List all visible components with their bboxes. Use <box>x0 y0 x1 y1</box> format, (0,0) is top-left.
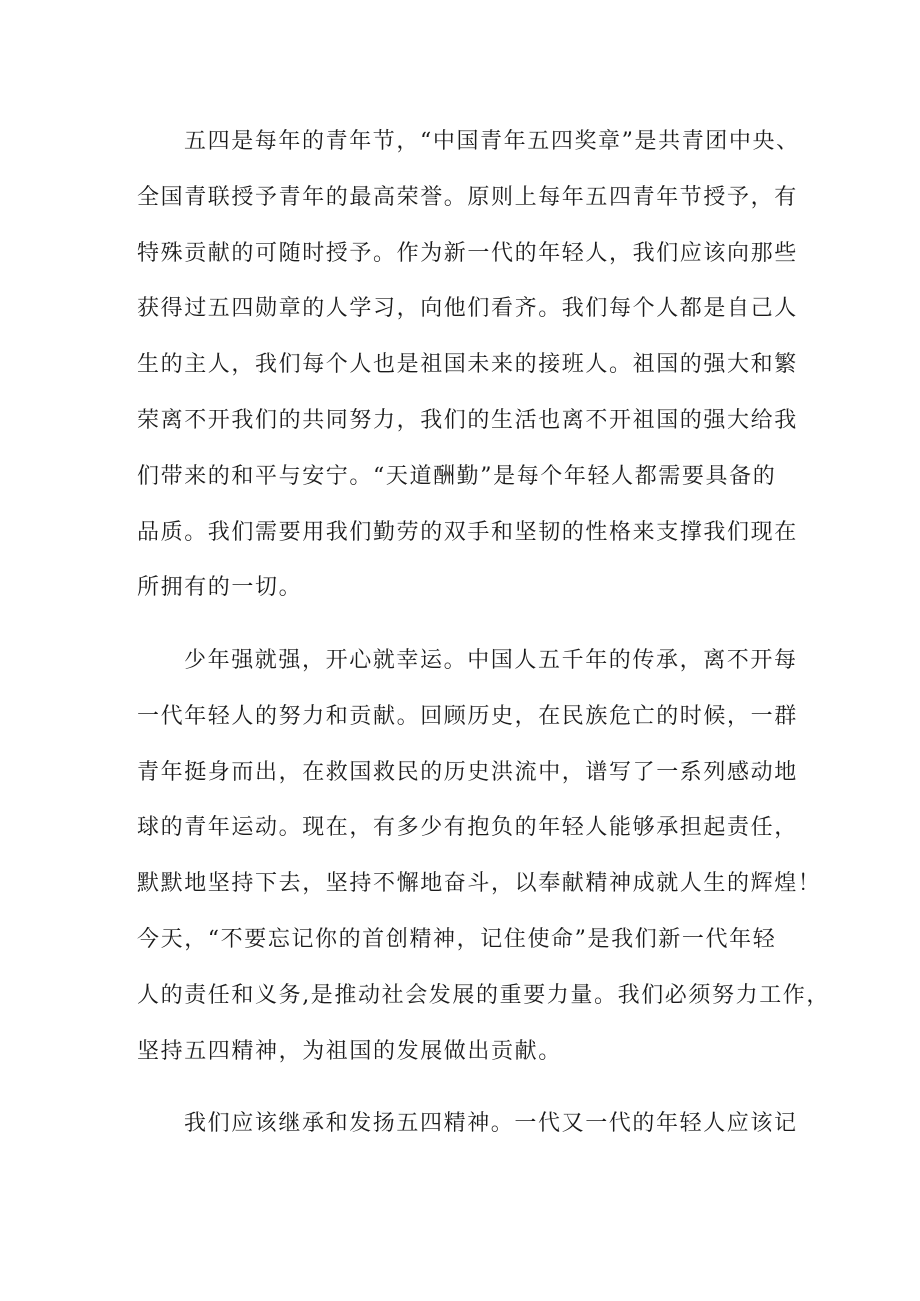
paragraph-line: 们带来的和平与安宁。“天道酬勤”是每个年轻人都需要具备的 <box>137 463 777 489</box>
paragraph-line: 品质。我们需要用我们勤劳的双手和坚韧的性格来支撑我们现在 <box>137 519 798 545</box>
paragraph-line: 荣离不开我们的共同努力，我们的生活也离不开祖国的强大给我 <box>137 407 798 433</box>
paragraph-line: 特殊贡献的可随时授予。作为新一代的年轻人，我们应该向那些 <box>137 240 798 266</box>
paragraph-line: 一代年轻人的努力和贡献。回顾历史，在民族危亡的时候，一群 <box>137 703 798 729</box>
paragraph-line: 生的主人，我们每个人也是祖国未来的接班人。祖国的强大和繁 <box>137 352 798 378</box>
paragraph-line: 坚持五四精神，为祖国的发展做出贡献。 <box>137 1038 562 1064</box>
paragraph-line: 全国青联授予青年的最高荣誉。原则上每年五四青年节授予，有 <box>137 184 798 210</box>
paragraph-line: 五四是每年的青年节，“中国青年五四奖章”是共青团中央、 <box>184 129 800 154</box>
paragraph-line: 少年强就强，开心就幸运。中国人五千年的传承，离不开每 <box>184 648 798 673</box>
paragraph-line: 今天，“不要忘记你的首创精神，记住使命”是我们新一代年轻 <box>137 926 777 952</box>
paragraph-line: 青年挺身而出，在救国救民的历史洪流中，谱写了一系列感动地 <box>137 759 798 785</box>
paragraph-3 <box>137 1096 798 1152</box>
paragraph-line: 默默地坚持下去，坚持不懈地奋斗，以奉献精神成就人生的辉煌！ <box>137 871 822 897</box>
paragraph-line: 所拥有的一切。 <box>137 575 303 601</box>
paragraph-line: 人的责任和义务,是推动社会发展的重要力量。我们必须努力工作， <box>137 982 830 1008</box>
paragraph-1 <box>137 114 800 616</box>
paragraph-2 <box>137 633 830 1079</box>
paragraph-line: 获得过五四勋章的人学习，向他们看齐。我们每个人都是自己人 <box>137 296 798 322</box>
paragraph-line: 球的青年运动。现在，有多少有抱负的年轻人能够承担起责任， <box>137 815 798 841</box>
paragraph-line: 我们应该继承和发扬五四精神。一代又一代的年轻人应该记 <box>184 1111 798 1136</box>
